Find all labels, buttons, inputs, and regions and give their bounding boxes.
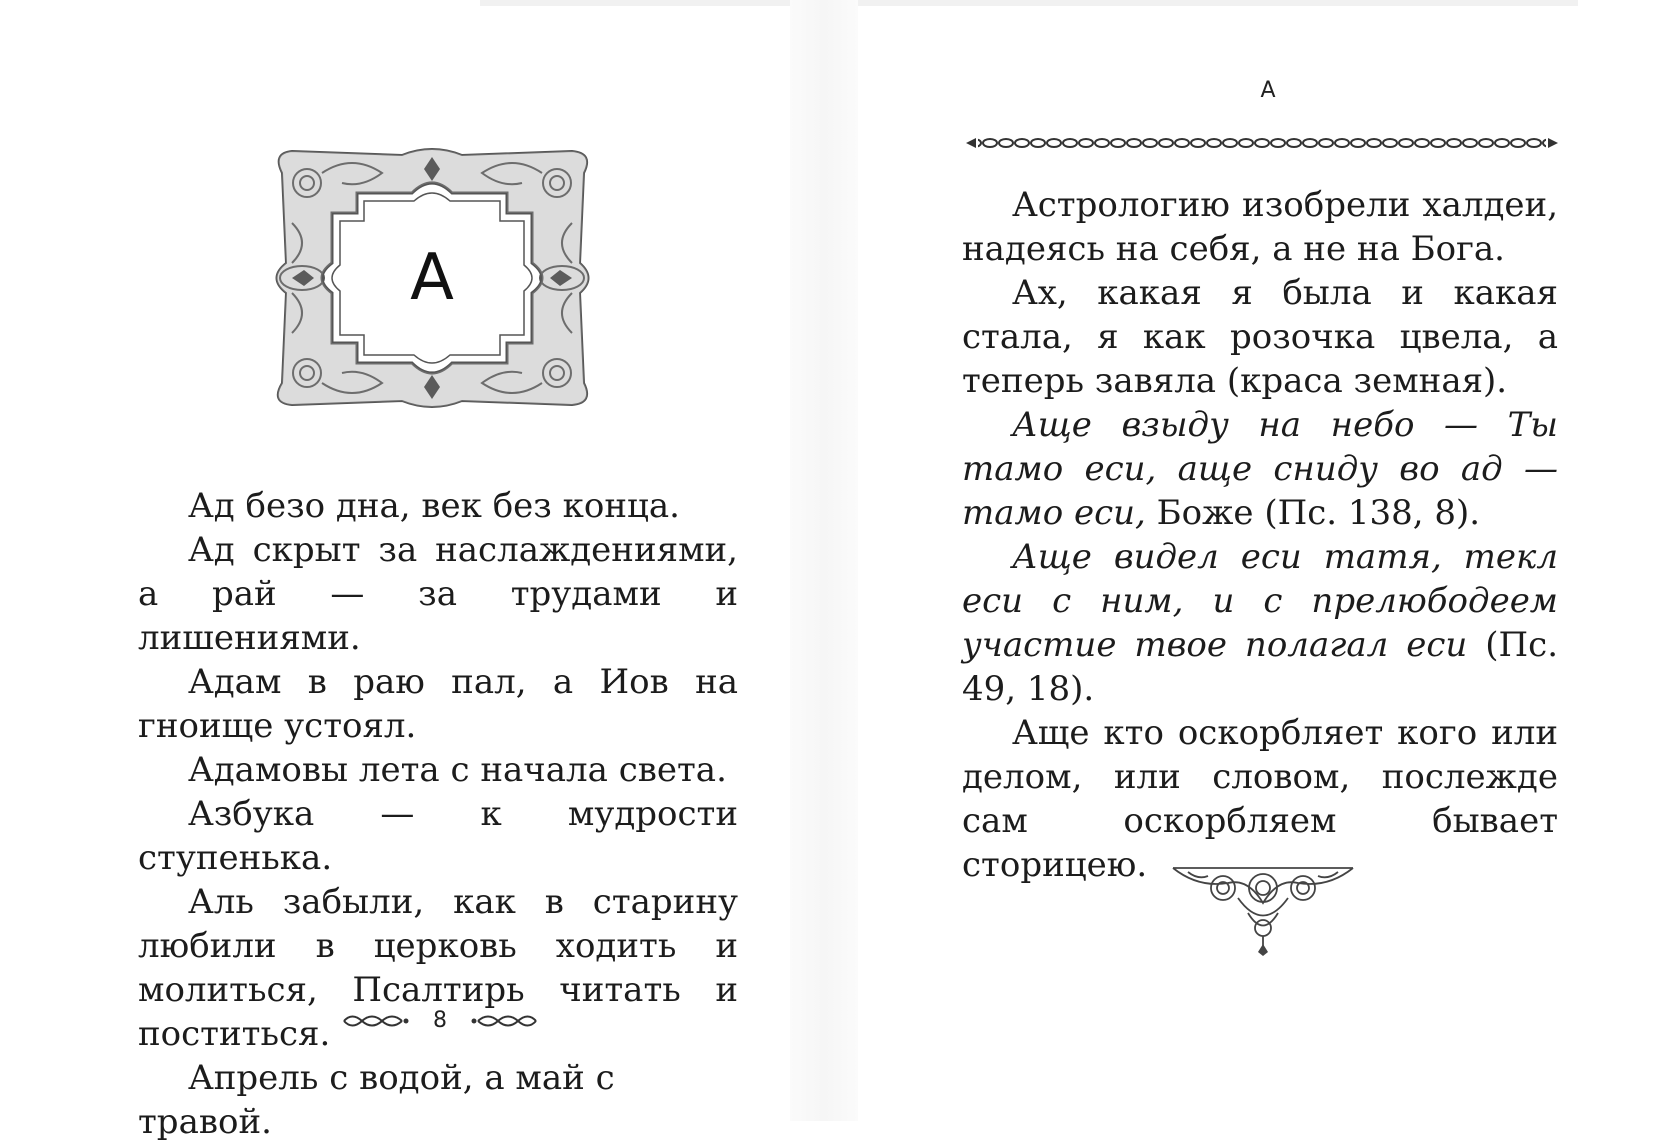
folio-ornament-left-icon [340, 1006, 410, 1036]
proverb-paragraph: Апрель с водой, а май с травой. [138, 1058, 615, 1142]
page-number-footer [340, 1006, 540, 1036]
proverb-paragraph: Адамовы лета с начала света. [188, 750, 727, 790]
folio-ornament-right-icon [470, 1006, 540, 1036]
book-gutter [790, 0, 858, 1121]
scripture-reference: (Пс. 49, 18). [962, 625, 1559, 709]
proverb-paragraph: Адам в раю пал, а Иов на гноище устоял. [138, 662, 738, 746]
scripture-quote: Аще видел еси татя, текл еси с ним, и с прелюбодеем участие твое полагал еси [962, 537, 1558, 665]
proverb-paragraph: Ад скрыт за наслаждениями, а рай — за трудами и лишениями. [138, 530, 738, 658]
proverb-paragraph: Азбука — к мудрости ступенька. [138, 794, 738, 878]
proverb-paragraph: Аще кто оскорбляет кого или делом, или словом, послежде сам оскорбляем бывает сторицею. [962, 713, 1558, 885]
initial-letter: А [410, 241, 454, 315]
proverb-paragraph: Ад безо дна, век без конца. [188, 486, 680, 526]
left-page-text [138, 484, 738, 1144]
proverb-paragraph [962, 403, 1558, 535]
left-page [0, 0, 790, 1142]
page-number: 8 [433, 1008, 447, 1033]
tailpiece-ornament-icon [1168, 858, 1358, 958]
right-page-text [962, 183, 1558, 887]
chain-rule-ornament-icon [966, 136, 1558, 150]
page-edge [858, 0, 1578, 6]
scripture-reference: Боже (Пс. 138, 8). [1145, 493, 1481, 533]
running-head: А [1260, 78, 1276, 103]
page-edge [480, 0, 790, 6]
scripture-quote: Аще взыду на небо — Ты тамо еси, аще сниду во ад — тамо еси, [962, 405, 1558, 533]
proverb-paragraph: Астрологию изобрели халдеи, надеясь на себя, а не на Бога. [962, 185, 1558, 269]
proverb-paragraph [962, 535, 1558, 711]
initial-letter-frame [262, 143, 602, 413]
proverb-paragraph: Ах, какая я была и какая стала, я как розочка цвела, а теперь завяла (краса земная). [962, 273, 1558, 401]
proverb-paragraph: Аль забыли, как в старину любили в церковь ходить и молиться, Псалтирь читать и поститься. [138, 882, 738, 1054]
